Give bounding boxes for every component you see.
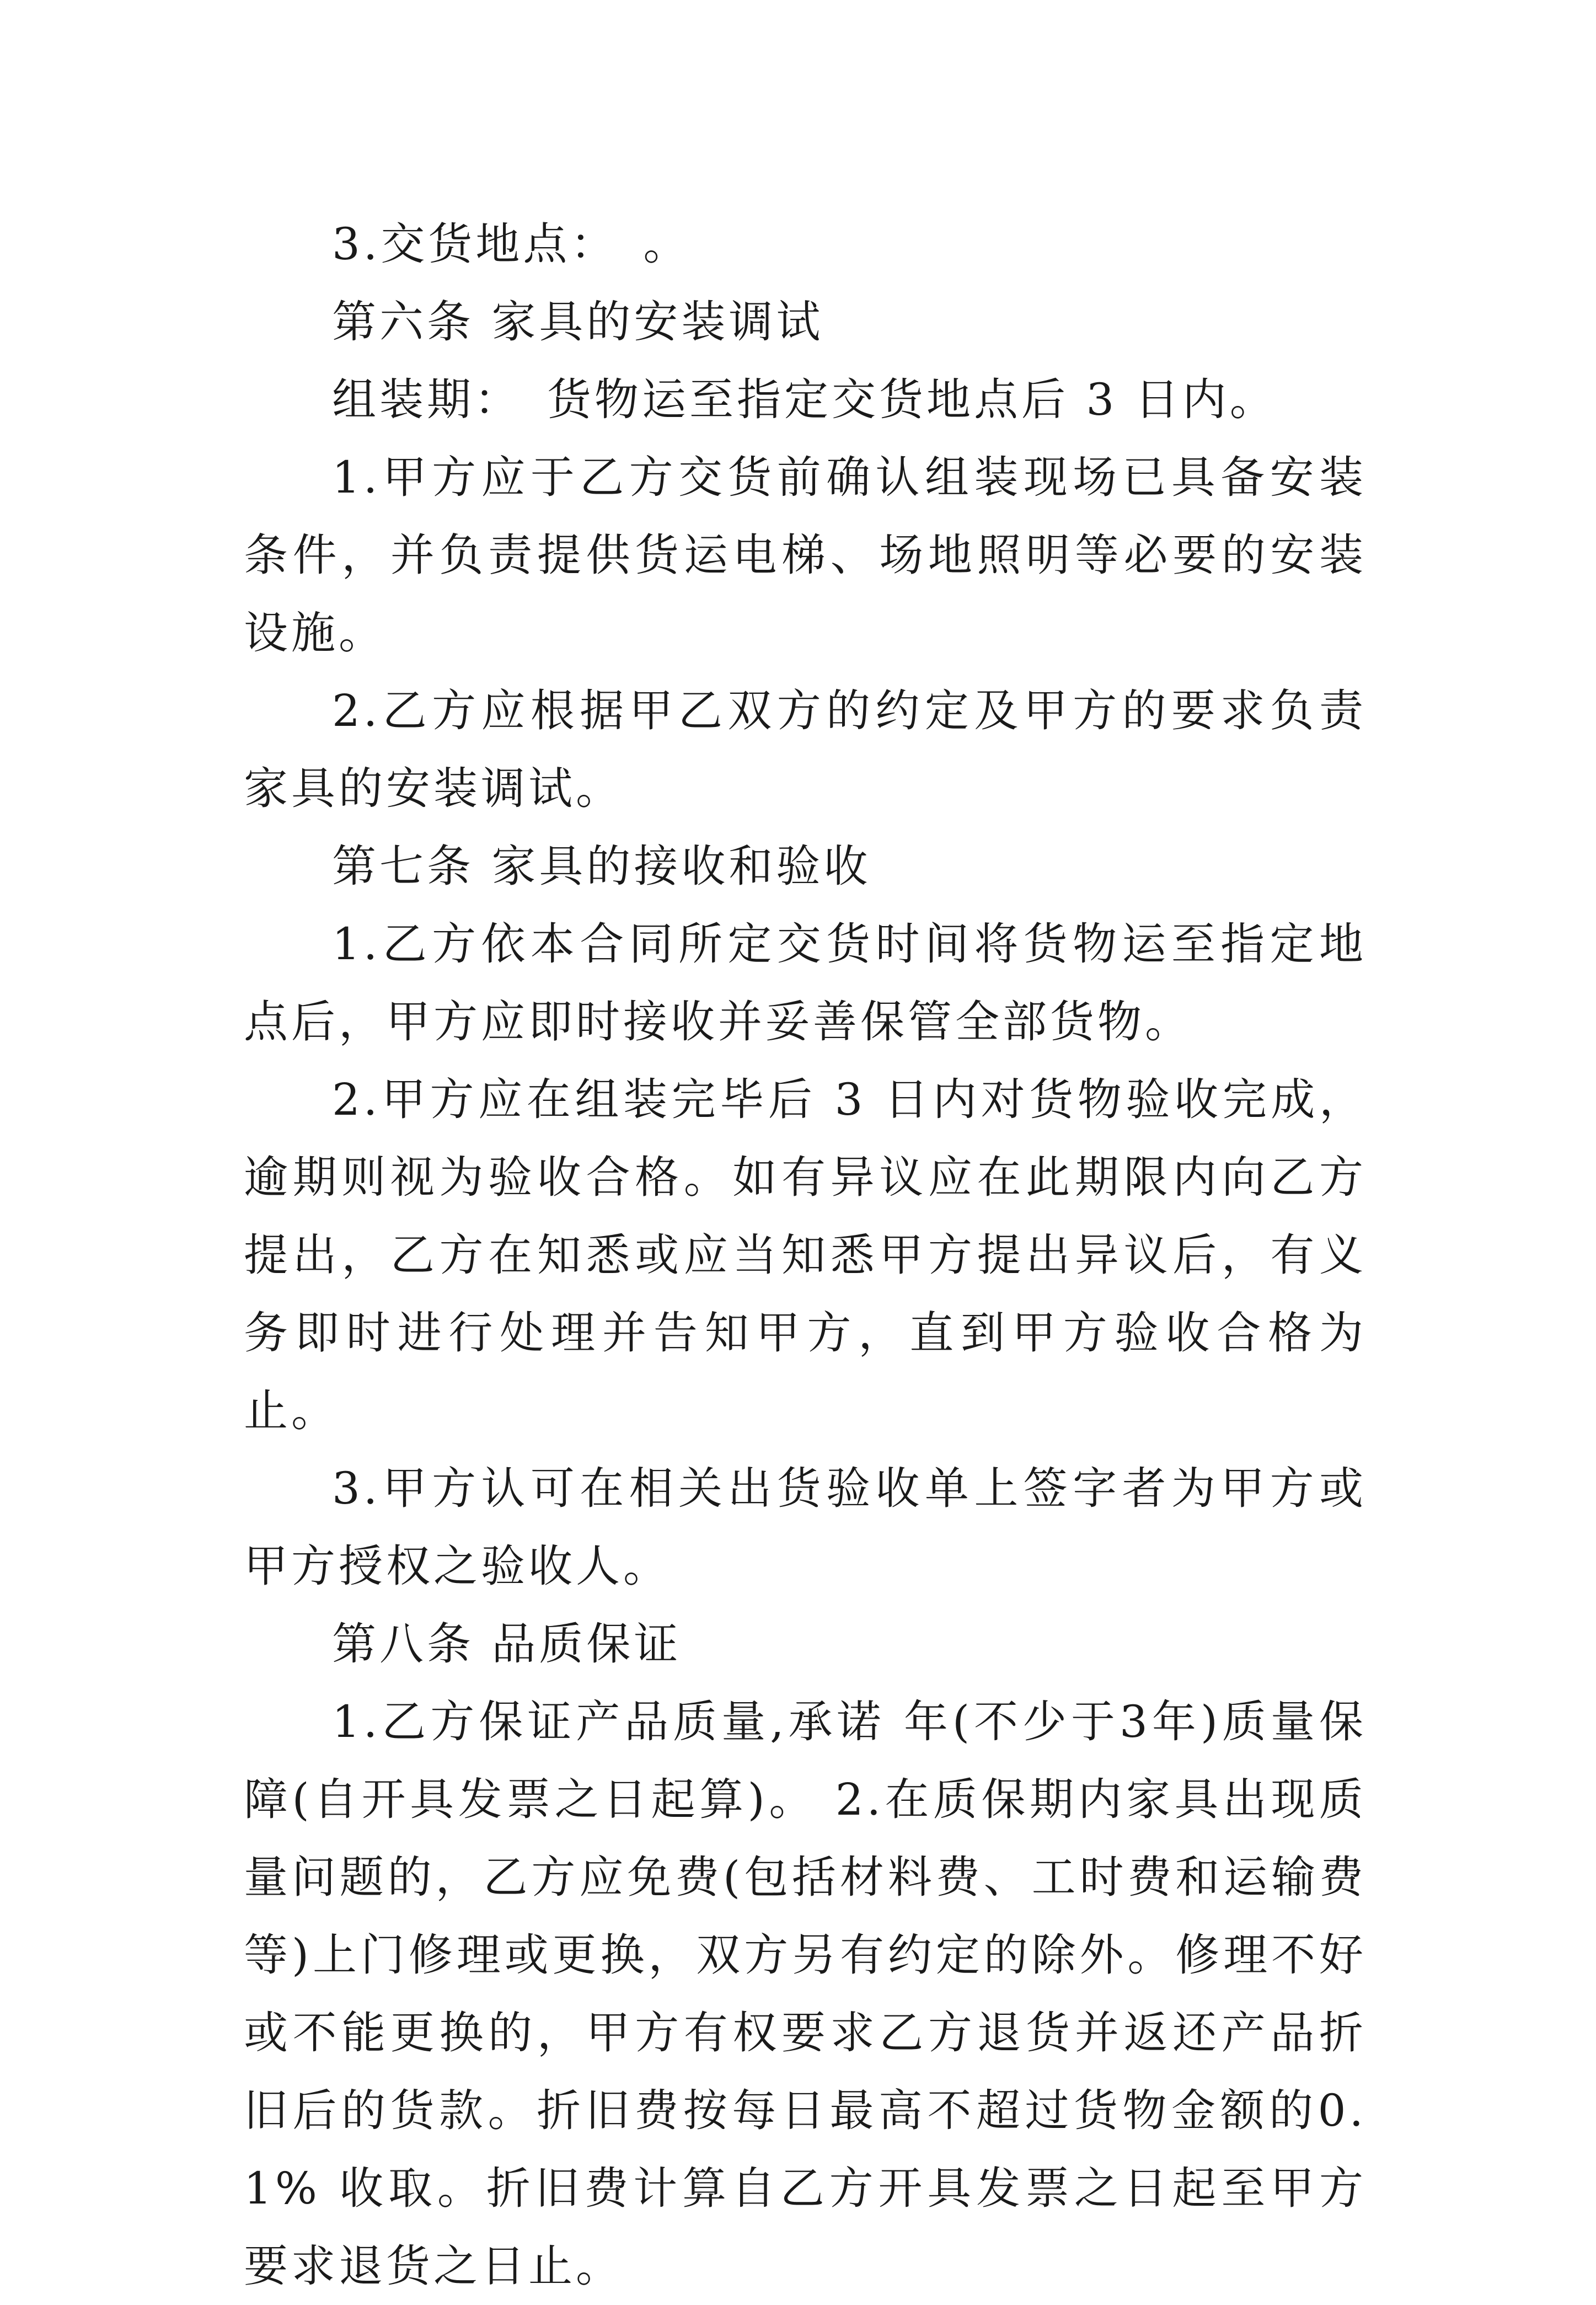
article-six-heading: 第六条 家具的安装调试 — [332, 296, 824, 347]
article-seven-clause-2: 2.甲方应在组装完毕后 3 日内对货物验收完成，逾期则视为验收合格。如有异议应在此期限内向乙方提出，乙方在知悉或应当知悉甲方提出异议后，有义务即时进行处理并告知甲方，直到甲方验收合格为止。 — [244, 1074, 1367, 1436]
article-seven-clause-3: 3.甲方认可在相关出货验收单上签字者为甲方或甲方授权之验收人。 — [244, 1463, 1367, 1592]
assembly-period-paragraph: 组装期： 货物运至指定交货地点后 3 日内。 — [332, 374, 1277, 425]
article-eight-heading: 第八条 品质保证 — [332, 1618, 682, 1670]
article-seven-heading: 第七条 家具的接收和验收 — [332, 841, 871, 892]
article-seven-clause-1: 1.乙方依本合同所定交货时间将货物运至指定地点后，甲方应即时接收并妥善保管全部货物。 — [244, 918, 1367, 1047]
delivery-location-paragraph: 3.交货地点： 。 — [332, 218, 691, 270]
article-eight-clauses: 1.乙方保证产品质量,承诺 年(不少于3年)质量保障(自开具发票之日起算)。 2.在质保期内家具出现质量问题的，乙方应免费(包括材料费、工时费和运输费等)上门修理或更换，双方另有约定的除外。修理不好或不能更换的，甲方有权要求乙方退货并返还产品折旧后的货款。折旧费按每日最高不超过货物金额的0.1% 收取。折旧费计算自乙方开具发票之日起至甲方要求退货之日止。 — [244, 1696, 1367, 2292]
article-six-clause-2: 2.乙方应根据甲乙双方的约定及甲方的要求负责家具的安装调试。 — [244, 685, 1367, 814]
document-body — [244, 205, 1367, 2305]
article-six-clause-1: 1.甲方应于乙方交货前确认组装现场已具备安装条件，并负责提供货运电梯、场地照明等必要的安装设施。 — [244, 452, 1367, 659]
